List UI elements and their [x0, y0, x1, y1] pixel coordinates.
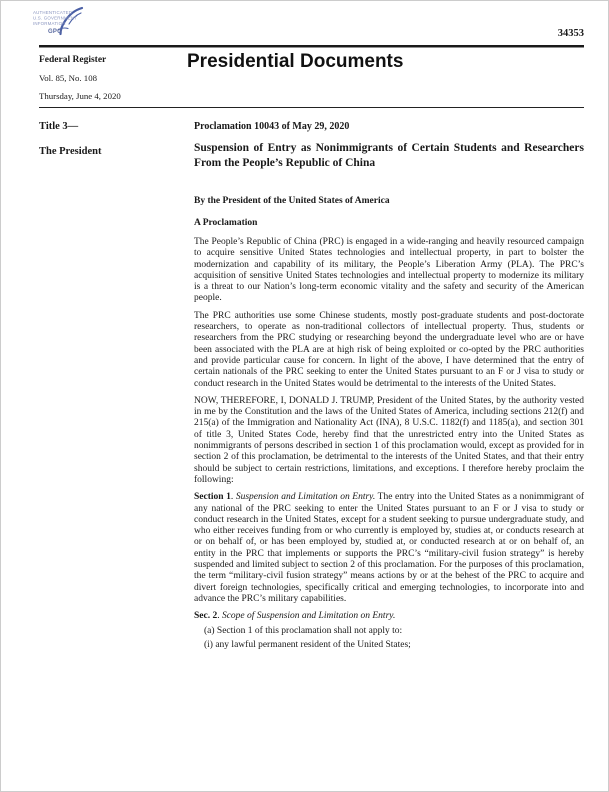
logo-line-authenticated: AUTHENTICATED: [33, 10, 73, 15]
logo-line-information: INFORMATION: [33, 21, 66, 26]
page-number: 34353: [557, 28, 584, 39]
proclamation-column: [194, 121, 584, 651]
document-body: [39, 121, 584, 651]
date-line: Thursday, June 4, 2020: [39, 91, 121, 101]
header-double-rule: [39, 45, 584, 48]
presidential-documents-title: Presidential Documents: [187, 51, 404, 72]
section-1-paragraph: Section 1. Suspension and Limitation on Entry. The entry into the United States as a nonimmigrant of any national of the PRC seeking to enter the United States pursuant to an F or J visa to study or conduct research in the United States, except for a student seeking to pursue undergraduate study, and who either receives funding from or who currently is employed by, studies at, or conducts research at or on behalf of, or has been employed by, studied at, or conducted research at or on behalf of, an entity in the PRC that implements or supports the PRC’s “military-civil fusion strategy” is hereby suspended and limited subject to section 2 of this proclamation. For the purposes of this proclamation, the term “military-civil fusion strategy” means actions by or at the behest of the PRC to acquire and divert foreign technologies, specifically critical and emerging technologies, to incorporate into and advance the PRC’s military capabilities.: [194, 492, 585, 604]
title-3-label: Title 3—: [39, 121, 79, 132]
masthead: [39, 55, 121, 101]
volume-line: Vol. 85, No. 108: [39, 73, 97, 83]
president-byline: By the President of the United States of America: [194, 196, 390, 206]
para-prc-campaign: The People’s Republic of China (PRC) is engaged in a wide-ranging and heavily resourced campaign to acquire sensitive United States technologies and intellectual property, in part to bolster the modernization and capability of its military, the People’s Liberation Army (PLA). The PRC’s acquisition of sensitive United States technologies and intellectual property to modernize its military is a threat to our Nation’s long-term economic vitality and the safety and security of the American people.: [194, 237, 584, 304]
masthead-bottom-rule: [39, 107, 584, 108]
a-proclamation-heading: A Proclamation: [194, 218, 258, 228]
proclamation-title: Suspension of Entry as Nonimmigrants of Certain Students and Researchers From the People’s Republic of China: [194, 142, 584, 169]
para-prc-authorities: The PRC authorities use some Chinese students, mostly post-graduate students and post-doctorate researchers, to operate as non-traditional collectors of intellectual property. Thus, students or researchers from the PRC studying or researching beyond the undergraduate level who are or have been associated with the PLA are at high risk of being exploited or co-opted by the PRC authorities and provide particular cause for concern. In light of the above, I have determined that the entry of certain nationals of the PRC seeking to enter the United States pursuant to an F or J visa to study or conduct research in the United States would be detrimental to the interests of the United States.: [194, 310, 584, 389]
section-2a-i-item: (i) any lawful permanent resident of the United States;: [204, 639, 411, 650]
para-now-therefore: NOW, THEREFORE, I, DONALD J. TRUMP, President of the United States, by the authority vested in me by the Constitution and the laws of the United States of America, including sections 212(f) and 215(a) of the Immigration and Nationality Act (INA), 8 U.S.C. 1182(f) and 1185(a), and section 301 of title 3, United States Code, hereby find that the unrestricted entry into the United States as nonimmigrants of persons described in section 1 of this proclamation would, except as provided for in section 2 of this proclamation, be detrimental to the interests of the United States, and that their entry should be subject to certain restrictions, limitations, and exceptions. I therefore hereby proclaim the following:: [194, 395, 584, 485]
the-president-label: The President: [39, 146, 102, 157]
section-2a-item: (a) Section 1 of this proclamation shall not apply to:: [204, 625, 403, 636]
margin-column: [39, 121, 194, 651]
gpo-authenticated-logo: [32, 6, 86, 46]
logo-line-government: U.S. GOVERNMENT: [33, 15, 78, 21]
federal-register-brand: Federal Register: [39, 55, 107, 65]
proclamation-number-line: Proclamation 10043 of May 29, 2020: [194, 121, 350, 132]
section-2-heading: Sec. 2. Scope of Suspension and Limitation on Entry.: [194, 611, 396, 622]
gpo-label: GPO: [48, 29, 62, 35]
